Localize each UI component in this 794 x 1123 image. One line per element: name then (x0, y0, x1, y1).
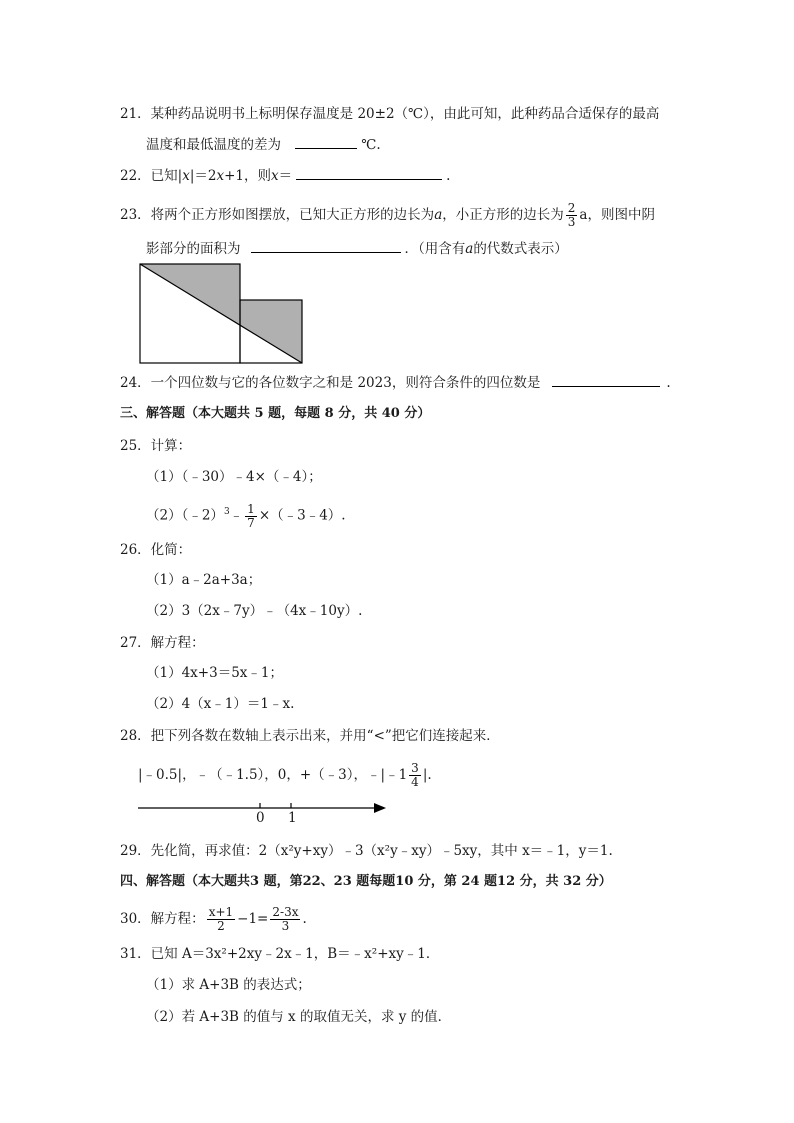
q24-line: 24．一个四位数与它的各位数字之和是 2023，则符合条件的四位数是 . (120, 372, 671, 393)
q21-answer-blank[interactable] (295, 134, 357, 149)
q27-part2: （2）4（x﹣1）＝1﹣x. (146, 696, 295, 712)
q26-part1: （1）a﹣2a+3a； (146, 572, 262, 588)
number-line-arrow-icon (374, 803, 386, 813)
q24-answer-blank[interactable] (552, 372, 660, 387)
q28-title: 28．把下列各数在数轴上表示出来，并用“<”把它们连接起来． (120, 728, 500, 744)
q26-part2: （2）3（2x﹣7y）﹣（4x﹣10y）. (146, 603, 363, 619)
q21-text: 温度和最低温度的差为 (146, 137, 281, 153)
q31-part2: （2）若 A+3B 的值与 x 的取值无关，求 y 的值． (146, 1009, 452, 1025)
q22-line: 22．已知|x|＝2x+1，则x＝ . (120, 165, 450, 186)
q21-line1: 21．某种药品说明书上标明保存温度是 20±2（℃），由此可知，此种药品合适保存的最高 (120, 106, 660, 122)
q25-part1: （1）（﹣30）﹣4×（﹣4）； (146, 469, 322, 485)
q25-title: 25．计算： (120, 438, 192, 454)
q31-part1: （1）求 A+3B 的表达式； (146, 977, 311, 993)
q27-title: 27．解方程： (120, 635, 205, 651)
q28-fraction: $\frac{3}{4}$ (411, 761, 419, 789)
q26-title: 26．化简： (120, 542, 192, 558)
q30-fraction-right: $\frac{2-3x}{3}$ (272, 905, 299, 933)
tick-label-0: 0 (256, 810, 265, 826)
q23-line1: 23．将两个正方形如图摆放，已知大正方形的边长为a，小正方形的边长为 $\frac{2}{3}$ a，则图中阴 (120, 201, 655, 229)
q30-fraction-left: $\frac{x+1}{2}$ (208, 905, 234, 933)
q27-part1: （1）4x+3＝5x﹣1； (146, 665, 283, 681)
shaded-region-small (240, 300, 302, 363)
q21-unit: ℃. (361, 137, 381, 153)
tick-label-1: 1 (288, 810, 297, 826)
q23-fraction: $\frac{2}{3}$ (567, 201, 576, 229)
q31-title: 31．已知 A＝3x²+2xy﹣2x﹣1，B＝﹣x²+xy﹣1． (120, 946, 440, 962)
q28-numbers: |﹣0.5|，﹣（﹣1.5），0，+（﹣3），﹣|﹣1 $\frac{3}{4}$ |. (138, 761, 432, 789)
q25-part2: （2）（﹣2）$^3$﹣ $\frac{1}{7}$ ×（﹣3﹣4）. (146, 501, 346, 530)
q30-line: 30．解方程： $\frac{x+1}{2}$ −1= $\frac{2-3x}{3}$ . (120, 905, 307, 933)
q22-answer-blank[interactable] (296, 165, 442, 180)
q23-answer-blank[interactable] (251, 238, 401, 253)
q23-squares-figure (138, 262, 306, 366)
q21-line2 (146, 134, 381, 155)
q29-line: 29．先化简，再求值：2（x²y+xy）﹣3（x²y﹣xy）﹣5xy，其中 x＝﹣1，y＝1. (120, 843, 613, 859)
q25-fraction: $\frac{1}{7}$ (247, 501, 255, 530)
section-4-heading: 四、解答题（本大题共3 题，第22、23 题每题10 分，第 24 题12 分，共 32 分） (120, 874, 612, 889)
section-3-heading: 三、解答题（本大题共 5 题，每题 8 分，共 40 分） (120, 406, 431, 421)
q23-line2: 影部分的面积为 ．（用含有a的代数式表示） (146, 238, 568, 259)
